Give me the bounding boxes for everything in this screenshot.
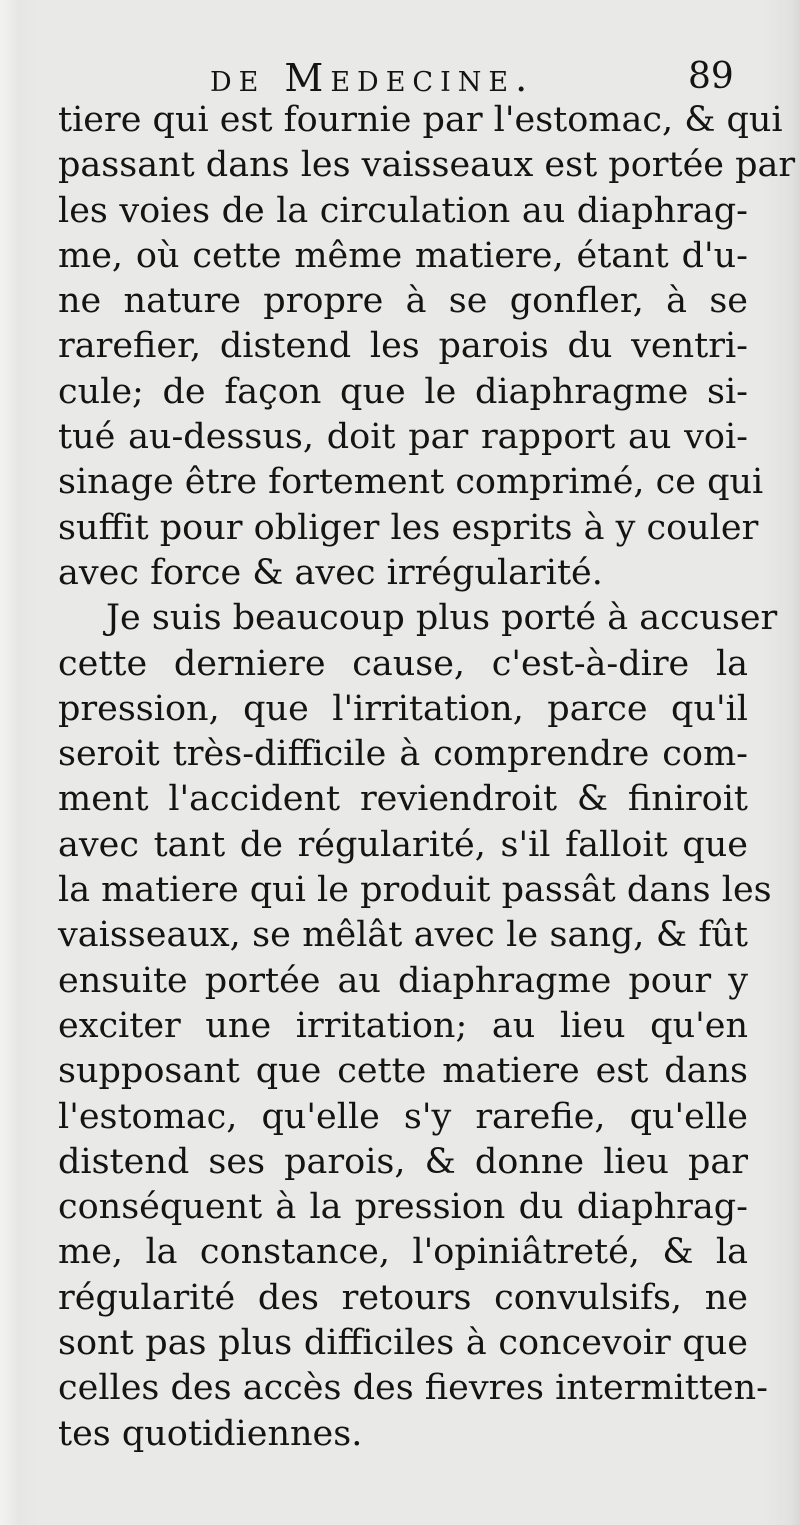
text-line: les voies de la circulation au diaphrag- (58, 190, 748, 231)
text-line: suffit pour obliger les esprits à y couler (58, 507, 759, 548)
text-line: supposant que cette matiere est dans (58, 1051, 748, 1092)
text-line: celles des accès des fievres intermitten- (58, 1368, 768, 1409)
text-line: me, la constance, l'opiniâtreté, & la (58, 1232, 748, 1273)
text-line: sont pas plus difficiles à concevoir que (58, 1323, 748, 1364)
text-line: vaisseaux, se mêlât avec le sang, & fût (58, 915, 748, 956)
text-line: me, où cette même matiere, étant d'u- (58, 235, 748, 276)
text-line: avec tant de régularité, s'il falloit que (58, 824, 748, 865)
paragraph-1 (58, 98, 796, 596)
text-line: distend ses parois, & donne lieu par (58, 1141, 748, 1182)
text-line: passant dans les vaisseaux est portée par (58, 145, 796, 186)
text-line: tes quotidiennes. (58, 1413, 363, 1454)
running-title: de Medecine. (210, 56, 535, 100)
text-line: l'estomac, qu'elle s'y rarefie, qu'elle (58, 1096, 748, 1137)
text-line: conséquent à la pression du diaphrag- (58, 1187, 748, 1228)
page-header (0, 52, 800, 98)
body-text (58, 98, 796, 1457)
text-line: tué au-dessus, doit par rapport au voi- (58, 417, 748, 458)
text-line: tiere qui est fournie par l'estomac, & qui (58, 100, 783, 140)
text-line: sinage être fortement comprimé, ce qui (58, 462, 764, 503)
text-line: avec force & avec irrégularité. (58, 552, 603, 593)
text-line: exciter une irritation; au lieu qu'en (58, 1005, 748, 1046)
text-line: rarefier, distend les parois du ventri- (58, 326, 748, 367)
paragraph-2 (58, 596, 778, 1457)
text-line: ment l'accident reviendroit & finiroit (58, 779, 748, 820)
text-line: Je suis beaucoup plus porté à accuser (106, 598, 778, 639)
text-line: cule; de façon que le diaphragme si- (58, 371, 748, 412)
page-number: 89 (688, 56, 734, 97)
text-line: ne nature propre à se gonfler, à se (58, 281, 748, 322)
text-line: cette derniere cause, c'est-à-dire la (58, 643, 748, 684)
text-line: la matiere qui le produit passât dans les (58, 870, 772, 911)
text-line: ensuite portée au diaphragme pour y (58, 960, 748, 1001)
text-line: régularité des retours convulsifs, ne (58, 1277, 748, 1318)
text-line: seroit très-difficile à comprendre com- (58, 734, 748, 775)
text-line: pression, que l'irritation, parce qu'il (58, 688, 748, 729)
